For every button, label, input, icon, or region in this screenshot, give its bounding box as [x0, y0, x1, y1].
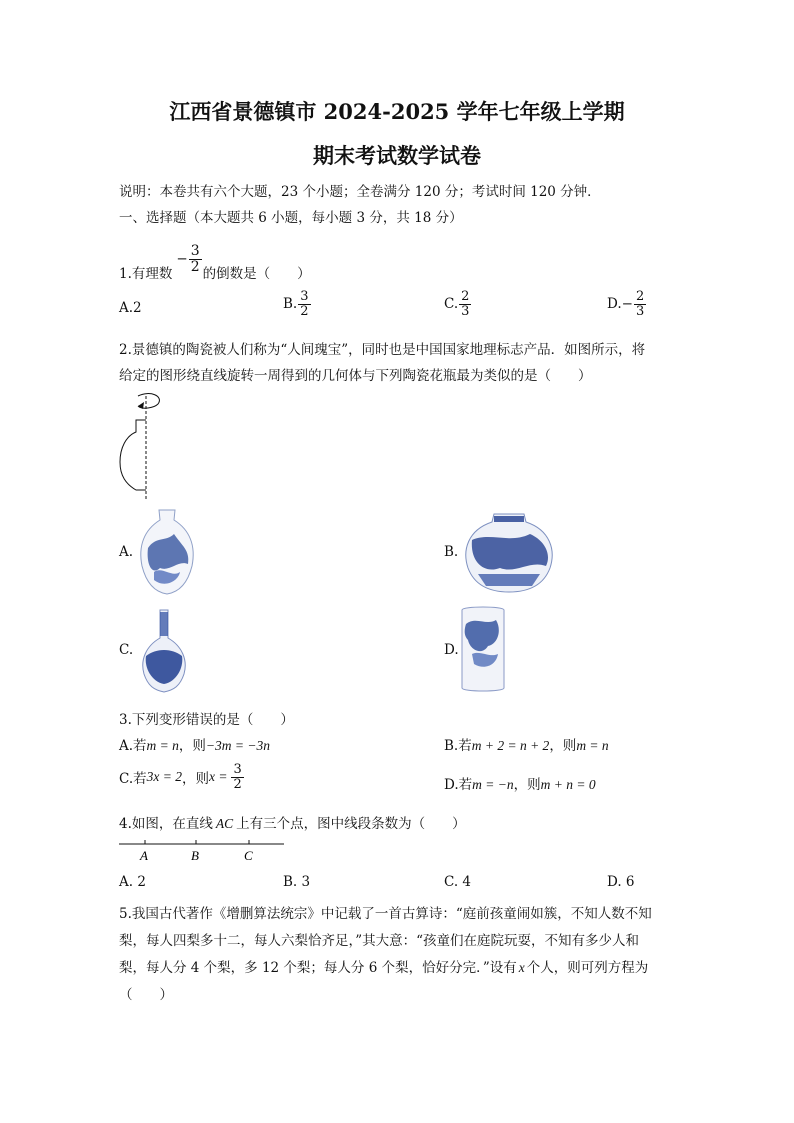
- q3-stem: 3.下列变形错误的是（ ）: [119, 712, 294, 728]
- q1-neg-sign: −: [176, 251, 188, 267]
- q2-option-d-label: D.: [444, 642, 459, 658]
- question-1: [119, 236, 311, 282]
- vase-d-image: [458, 604, 508, 694]
- q3-b-math2: m = n: [576, 738, 609, 753]
- q3-c-mid: ，则: [182, 771, 209, 788]
- q1-c-den: 3: [461, 303, 470, 319]
- q3-c-math1: 3x = 2: [146, 769, 182, 785]
- q5-line-3-pre: 梨，每人分 4 个梨，多 12 个梨；每人分 6 个梨，恰好分完．”设有: [119, 960, 517, 976]
- q3-c-math2: x =: [209, 769, 228, 785]
- q5-line-2: 梨，每人四梨多十二，每人六梨恰齐足，”其大意：“孩童们在庭院玩耍，不知有多少人和: [119, 933, 640, 949]
- q3-b-pre: B.若: [444, 738, 472, 754]
- q5-line-1: 5.我国古代著作《增删算法统宗》中记载了一首古算诗：“庭前孩童闹如簇，不知人数不知: [119, 906, 652, 922]
- rotation-figure: [108, 388, 168, 503]
- section-heading: 一、选择题（本大题共 6 小题，每小题 3 分，共 18 分）: [119, 210, 463, 226]
- q5-line-3-post: 个人，则可列方程为: [526, 960, 649, 976]
- vase-b-image: [460, 510, 558, 594]
- question-4: [119, 812, 466, 832]
- q3-option-b: [444, 734, 609, 754]
- q3-option-c: [119, 763, 245, 791]
- q3-option-d: [444, 773, 596, 793]
- q3-a-pre: A.若: [119, 738, 147, 754]
- q3-d-mid: ，则: [513, 777, 541, 793]
- q4-option-c: C. 4: [444, 874, 472, 890]
- q3-b-mid: ，则: [549, 738, 577, 754]
- q2-option-a-label: A.: [119, 544, 134, 560]
- q1-d-num: 2: [635, 289, 645, 304]
- q2-line-1: 2.景德镇的陶瓷被人们称为“人间瑰宝”，同时也是中国国家地理标志产品．如图所示，将: [119, 342, 646, 358]
- q5-line-3: [119, 956, 648, 976]
- q5-variable-x: x: [518, 960, 525, 975]
- point-c-label: C: [244, 848, 253, 863]
- q1-numerator: 3: [190, 242, 200, 259]
- q1-option-c: [444, 290, 472, 318]
- title-line-2: 期末考试数学试卷: [313, 143, 481, 168]
- q4-option-a: A. 2: [119, 874, 146, 890]
- line-segment-figure: [119, 836, 289, 866]
- q1-option-d: [607, 290, 647, 318]
- q1-option-b: [283, 290, 312, 318]
- vase-a-image: [134, 506, 200, 596]
- q3-c-num: 3: [233, 762, 242, 777]
- q1-b-num: 3: [300, 289, 309, 304]
- q1-c-num: 2: [461, 289, 470, 304]
- q1-fraction: [189, 244, 202, 274]
- q3-a-math1: m = n: [146, 738, 179, 753]
- q3-c-pre: C.若: [119, 771, 147, 788]
- title-line-1: 江西省景德镇市 2024-2025 学年七年级上学期: [169, 99, 625, 124]
- q1-option-a: A.2: [119, 300, 142, 316]
- point-b-label: B: [191, 848, 199, 863]
- q1-option-c-label: C.: [444, 296, 459, 313]
- q3-d-math1: m = −n: [472, 777, 514, 792]
- point-a-label: A: [140, 848, 148, 863]
- vase-c-image: [136, 608, 192, 694]
- q1-b-den: 2: [300, 303, 309, 319]
- q1-denominator: 2: [190, 258, 200, 275]
- q1-option-b-label: B.: [283, 296, 298, 313]
- vase-profile-curve: [120, 420, 146, 490]
- q1-prefix: 1.有理数: [119, 266, 173, 282]
- q4-line-label: AC: [215, 816, 234, 831]
- q3-c-den: 2: [233, 776, 242, 792]
- q1-suffix: 的倒数是（ ）: [202, 266, 311, 282]
- q4-option-d: D. 6: [607, 874, 635, 890]
- q3-a-mid: ，则: [178, 738, 206, 754]
- q3-d-pre: D.若: [444, 777, 473, 793]
- q4-option-b: B. 3: [283, 874, 311, 890]
- q1-d-den: 3: [635, 303, 645, 319]
- exam-note: 说明：本卷共有六个大题，23 个小题；全卷满分 120 分；考试时间 120 分钟．: [119, 184, 601, 200]
- q3-a-math2: −3m = −3n: [205, 738, 270, 753]
- q2-line-2: 给定的图形绕直线旋转一周得到的几何体与下列陶瓷花瓶最为类似的是（ ）: [119, 368, 592, 384]
- q3-b-math1: m + 2 = n + 2: [471, 738, 550, 753]
- q3-d-math2: m + n = 0: [540, 777, 596, 792]
- q2-option-b-label: B.: [444, 544, 459, 560]
- q4-post: 上有三个点，图中线段条数为（ ）: [236, 816, 466, 832]
- q2-option-c-label: C.: [119, 642, 134, 658]
- q5-line-4: （ ）: [119, 987, 173, 1003]
- q4-pre: 4.如图，在直线: [119, 816, 213, 832]
- q3-option-a: [119, 734, 270, 754]
- q1-option-d-label: D.−: [607, 296, 633, 313]
